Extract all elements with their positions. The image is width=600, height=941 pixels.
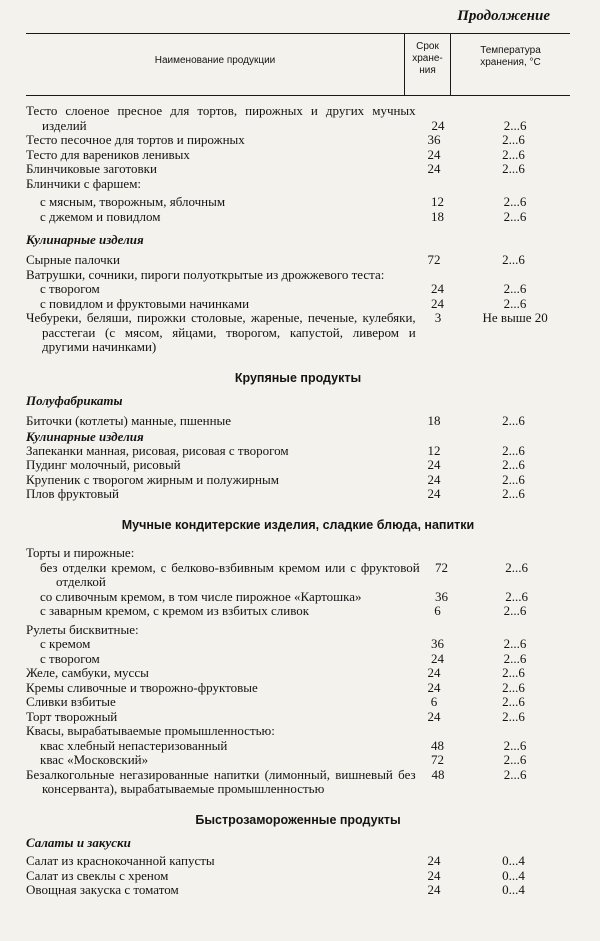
category-title: Полуфабрикаты [26, 393, 123, 408]
table-row [26, 561, 570, 590]
storage-temp: 2...6 [502, 161, 525, 176]
header-bottom-rule [26, 95, 570, 96]
section-heading [26, 518, 570, 533]
product-name: Тесто песочное для тортов и пирожных [26, 132, 245, 147]
table-row [26, 210, 570, 225]
storage-term: 3 [434, 310, 442, 325]
storage-term: 24 [431, 281, 444, 296]
column-header-temp-line: Температура [480, 45, 541, 56]
storage-temp: 2...6 [503, 752, 527, 767]
storage-temp: 2...6 [502, 708, 525, 724]
section-heading [26, 813, 570, 828]
table-row [26, 883, 570, 898]
table-row-heading [26, 546, 570, 561]
table-row [26, 162, 570, 177]
storage-term: 72 [435, 559, 448, 575]
column-header-term [405, 41, 450, 77]
storage-temp: 2...6 [503, 636, 527, 651]
product-name: Крупеник с творогом жирным и полужирным [26, 471, 279, 487]
table-row [26, 253, 570, 268]
product-name: с заварным кремом, с кремом из взбитых сливок [40, 603, 310, 618]
storage-term: 72 [431, 752, 444, 767]
section-title: Быстрозамороженные продукты [195, 812, 401, 827]
column-header-name-text: Наименование продукции [154, 55, 276, 66]
table-row [26, 854, 570, 869]
table-row [26, 458, 570, 473]
product-name: Пудинг молочный, рисовый [26, 457, 181, 472]
product-name: Тесто для вареников ленивых [26, 146, 190, 162]
category-title: Кулинарные изделия [26, 428, 144, 444]
storage-term: 24 [427, 882, 441, 897]
product-name: квас «Московский» [40, 752, 149, 767]
storage-term: 72 [427, 252, 441, 267]
product-name: Блинчиковые заготовки [26, 161, 157, 176]
product-name: Плов фруктовый [26, 486, 119, 501]
storage-term: 24 [431, 650, 444, 666]
storage-temp: 2...6 [503, 117, 527, 133]
column-header-term-line: ния [419, 65, 436, 76]
product-name: с кремом [40, 636, 91, 651]
product-name: Салат из свеклы с хреном [26, 867, 169, 883]
continued-label: Продолжение [457, 8, 550, 24]
product-name: Кремы сливочные и творожно-фруктовые [26, 679, 258, 695]
product-group: Блинчики с фаршем: [26, 175, 142, 191]
storage-temp: 2...6 [503, 295, 527, 311]
product-name: с мясным, творожным, яблочным [40, 194, 226, 209]
product-name: Сливки взбитые [26, 694, 116, 709]
table-row [26, 195, 570, 210]
storage-temp: 2...6 [503, 194, 527, 209]
table-row-heading [26, 623, 570, 638]
product-name: Тесто слоеное пресное для тортов, пирожных и других мучных изделий [26, 103, 416, 133]
product-name: со сливочным кремом, в том числе пирожное «Картошка» [40, 588, 362, 604]
table-row [26, 133, 570, 148]
product-name: с повидлом и фруктовыми начинками [40, 295, 250, 311]
product-name: с творогом [40, 650, 100, 666]
product-group: Ватрушки, сочники, пироги полуоткрытые из дрожжевого теста: [26, 266, 385, 282]
table-row [26, 637, 570, 652]
table-row [26, 297, 570, 312]
storage-temp: 2...6 [503, 766, 527, 782]
product-name: Салат из краснокочанной капусты [26, 853, 215, 868]
storage-term: 24 [427, 867, 441, 883]
section-heading [26, 371, 570, 386]
category-title: Кулинарные изделия [26, 232, 144, 247]
storage-term: 6 [434, 603, 441, 618]
storage-temp: 2...6 [502, 486, 525, 501]
storage-temp: Не выше 20 [482, 310, 548, 325]
table-row-heading [26, 268, 570, 283]
storage-temp: 2...6 [502, 132, 525, 147]
category-heading [26, 393, 570, 408]
storage-term: 24 [431, 295, 444, 311]
storage-term: 18 [431, 208, 444, 224]
storage-term: 24 [427, 679, 441, 695]
table-row [26, 148, 570, 163]
product-group: Торты и пирожные: [26, 545, 135, 560]
table-row [26, 652, 570, 667]
category-heading [26, 232, 570, 247]
table-top-rule [26, 33, 570, 34]
product-name: Запеканки манная, рисовая, рисовая с творогом [26, 442, 289, 458]
storage-term: 24 [427, 161, 441, 176]
storage-term: 36 [427, 132, 441, 147]
table-row [26, 444, 570, 459]
table-row [26, 710, 570, 725]
storage-term: 36 [435, 588, 448, 604]
table-row [26, 104, 570, 133]
storage-temp: 2...6 [502, 413, 525, 428]
storage-term: 24 [427, 146, 441, 162]
category-heading [26, 835, 570, 850]
table-row [26, 282, 570, 297]
storage-term: 24 [427, 708, 441, 724]
column-header-term-line: хране- [412, 53, 443, 64]
product-name: без отделки кремом, с белково-взбивным кремом или с фруктовой отделкой [40, 559, 420, 589]
storage-term: 24 [427, 665, 441, 680]
storage-term: 24 [427, 853, 441, 868]
table-row [26, 311, 570, 355]
storage-temp: 2...6 [503, 737, 527, 753]
table-row [26, 869, 570, 884]
table-row [26, 695, 570, 710]
product-name: с творогом [40, 281, 100, 296]
storage-temp: 2...6 [502, 665, 525, 680]
storage-temp: 2...6 [502, 679, 525, 695]
section-title: Крупяные продукты [234, 370, 362, 385]
table-row [26, 604, 570, 619]
table-row [26, 739, 570, 754]
product-name: с джемом и повидлом [40, 208, 161, 224]
product-name: квас хлебный непастеризованный [40, 737, 228, 753]
category-heading [26, 429, 570, 444]
table-body [26, 104, 570, 898]
table-row [26, 666, 570, 681]
table-row [26, 473, 570, 488]
storage-temp: 2...6 [503, 603, 527, 618]
storage-term: 24 [427, 457, 441, 472]
storage-temp: 2...6 [503, 281, 527, 296]
storage-temp: 2...6 [502, 146, 525, 162]
storage-temp: 2...6 [502, 471, 525, 487]
table-row-heading [26, 724, 570, 739]
storage-temp: 2...6 [505, 559, 528, 575]
table-row [26, 681, 570, 696]
table-row [26, 753, 570, 768]
column-header-name [26, 55, 404, 67]
table-row [26, 414, 570, 429]
storage-term: 48 [431, 766, 445, 782]
storage-temp: 2...6 [502, 694, 525, 709]
category-title: Салаты и закуски [26, 835, 131, 850]
product-group: Квасы, вырабатываемые промышленностью: [26, 723, 275, 738]
storage-term: 18 [427, 413, 441, 428]
table-row-heading [26, 177, 570, 192]
product-name: Торт творожный [26, 708, 118, 724]
product-name: Чебуреки, беляши, пирожки столовые, жареные, печеные, кулебяки, расстегаи (с мясом, яйцами, творогом, капустой, ливером и другими начинками) [26, 310, 416, 354]
product-name: Безалкогольные негазированные напитки (лимонный, вишневый без консерванта), вырабатываемые промышленностью [26, 766, 416, 796]
storage-term: 48 [431, 737, 444, 753]
storage-temp: 2...6 [503, 208, 527, 224]
storage-temp: 2...6 [503, 650, 527, 666]
storage-term: 24 [427, 471, 441, 487]
table-row [26, 590, 570, 605]
storage-temp: 0...4 [502, 853, 525, 868]
storage-term: 24 [427, 486, 441, 501]
storage-temp: 0...4 [502, 882, 525, 897]
product-name: Овощная закуска с томатом [26, 882, 179, 897]
storage-temp: 0...4 [502, 867, 525, 883]
column-header-temp-line: хранения, °С [480, 57, 541, 68]
storage-temp: 2...6 [505, 588, 528, 604]
product-name: Сырные палочки [26, 252, 120, 267]
storage-temp: 2...6 [502, 442, 525, 458]
section-title: Мучные кондитерские изделия, сладкие блюда, напитки [121, 517, 475, 532]
table-row [26, 487, 570, 502]
storage-term: 36 [431, 636, 444, 651]
storage-term: 6 [430, 694, 438, 709]
storage-term: 24 [431, 117, 445, 133]
column-header-term-line: Срок [416, 41, 439, 52]
product-name: Желе, самбуки, муссы [26, 665, 149, 680]
column-header-temp [451, 45, 570, 69]
storage-temp: 2...6 [502, 252, 525, 267]
product-name: Биточки (котлеты) манные, пшенные [26, 413, 232, 428]
storage-temp: 2...6 [502, 457, 525, 472]
storage-term: 12 [427, 442, 441, 458]
storage-term: 12 [431, 194, 444, 209]
table-row [26, 768, 570, 797]
product-group: Рулеты бисквитные: [26, 621, 139, 637]
